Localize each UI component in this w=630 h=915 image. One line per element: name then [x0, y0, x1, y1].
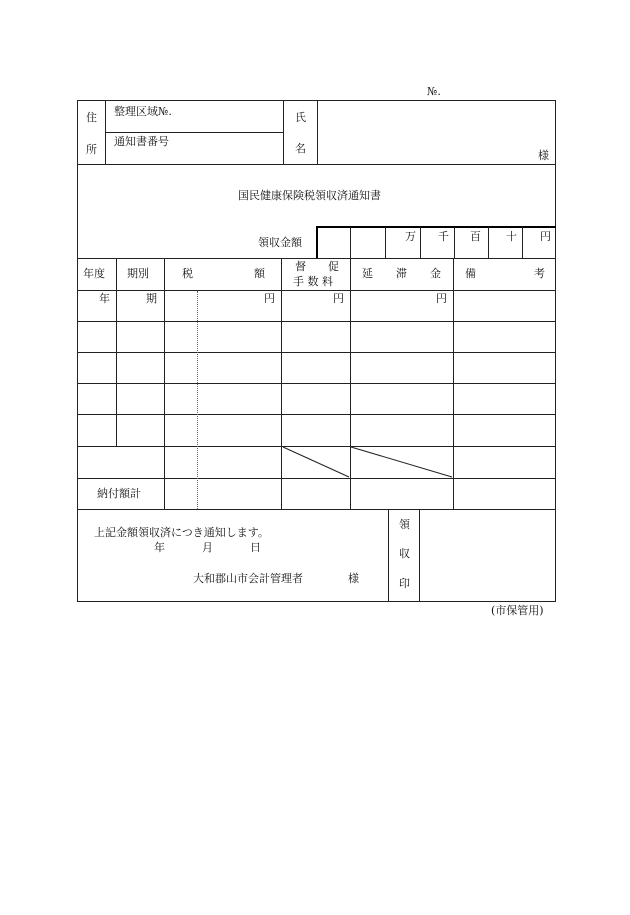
header-late-b: 滞: [396, 267, 407, 280]
header-late-a: 延: [362, 267, 373, 280]
seal-label-3: 印: [399, 577, 410, 590]
header-late-c: 金: [430, 267, 441, 280]
row1-fee-yen: 円: [333, 292, 344, 305]
row1-year-suffix: 年: [99, 292, 110, 305]
header-tax-b: 額: [254, 267, 265, 280]
unit-man: 万: [405, 230, 416, 243]
frame-left: [77, 100, 78, 602]
date-year: 年: [154, 541, 165, 554]
form-number-label: №.: [427, 85, 441, 98]
name-label-bottom: 名: [295, 142, 306, 155]
unit-juu: 十: [506, 230, 517, 243]
district-number-label: 整理区域№.: [114, 105, 172, 118]
seal-label-1: 領: [399, 518, 410, 531]
manager-honorific: 様: [348, 572, 359, 585]
accounting-manager: 大和郡山市会計管理者: [193, 572, 303, 585]
header-remarks-b: 考: [534, 267, 545, 280]
amount-label: 領収金額: [258, 236, 302, 249]
notice-number-label: 通知書番号: [114, 135, 169, 148]
date-day: 日: [250, 541, 261, 554]
unit-hyaku: 百: [470, 230, 481, 243]
date-month: 月: [202, 541, 213, 554]
header-fee-a: 督: [295, 260, 306, 273]
header-period: 期別: [127, 267, 149, 280]
header-fee-c: 手 数 料: [293, 275, 333, 288]
address-label-top: 住: [86, 111, 97, 124]
unit-sen: 千: [438, 230, 449, 243]
address-label-bottom: 所: [86, 143, 97, 156]
row1-tax-yen: 円: [264, 292, 275, 305]
frame-bottom: [77, 601, 556, 602]
frame-right: [555, 100, 556, 602]
row1-late-yen: 円: [436, 292, 447, 305]
name-label-top: 氏: [295, 111, 306, 124]
header-remarks-a: 備: [465, 267, 476, 280]
header-tax-a: 税: [182, 267, 193, 280]
tax-amount-dotted-divider: [197, 291, 198, 509]
city-copy-note: (市保管用): [491, 604, 544, 617]
header-year: 年度: [83, 267, 105, 280]
header-fee-b: 促: [328, 260, 339, 273]
form-title: 国民健康保険税領収済通知書: [238, 189, 381, 202]
seal-label-2: 収: [399, 547, 410, 560]
unit-en: 円: [540, 230, 551, 243]
row1-period-suffix: 期: [146, 292, 157, 305]
total-label: 納付額計: [97, 487, 141, 500]
notice-text: 上記金額領収済につき通知します。: [94, 526, 269, 539]
name-honorific: 様: [538, 149, 549, 162]
